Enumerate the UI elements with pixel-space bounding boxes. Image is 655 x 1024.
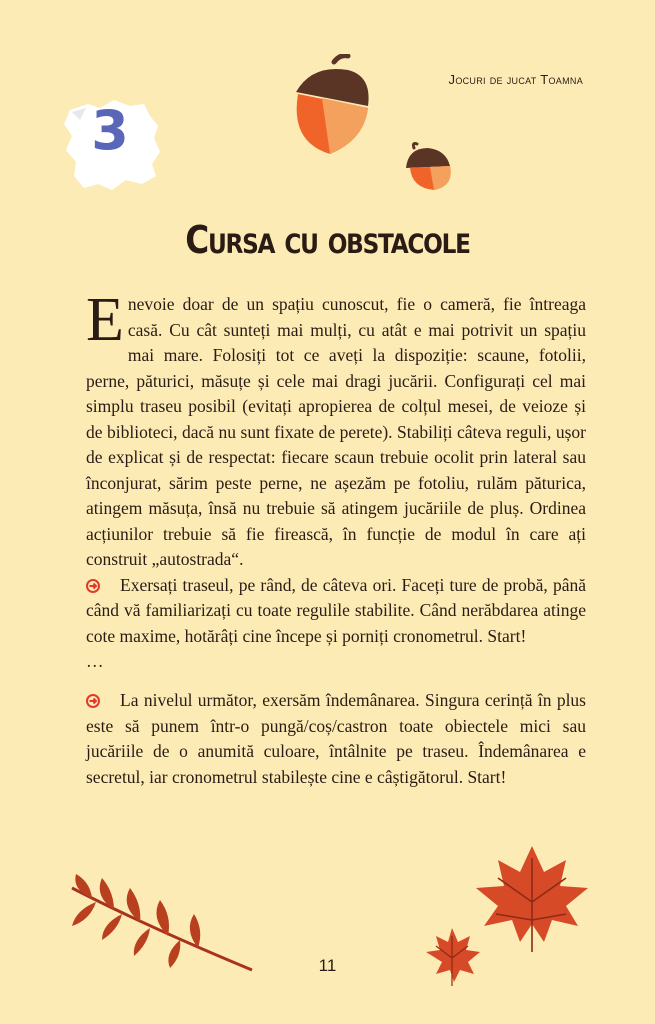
running-header: Jocuri de jucat Toamna: [448, 72, 583, 87]
acorn-icon: [282, 54, 374, 158]
ellipsis: …: [86, 651, 104, 671]
maple-leaf-icon: [474, 842, 590, 960]
intro-text: nevoie doar de un spațiu cunoscut, fie o cameră, fie întreaga casă. Cu cât sunteți mai mulți, cu atât e mai potrivit un spațiu mai mare. Folosiți tot ce aveți la dispoziție: scaune, fotolii, perne, păturici, măsuțe și cele mai dragi jucării. Configurați cel mai simplu traseu posibil (evitați apropierea de colțul mesei, de veioze și de biblioteci, dacă nu sunt fixate de perete). Stabiliți câteva reguli, ușor de explicat și de respectat: fiecare scaun trebuie ocolit prin lateral sau înconjurat, sărim peste perne, ne așezăm pe fotoliu, rulăm păturica, atingem măsuța, însă nu trebuie să atingem jucăriile de pluș. Ordinea acțiunilor trebuie să fie firească, în funcție de modul în care ați construit „autostrada“.: [86, 294, 586, 569]
page-number: 11: [318, 956, 337, 975]
article-body: [86, 286, 586, 790]
bullet-paragraph-1: [86, 573, 586, 650]
circled-arrow-icon: [86, 579, 100, 593]
bullet-paragraph-2: [86, 688, 586, 790]
page-title: Cursa cu obstacole: [185, 218, 470, 262]
intro-paragraph: [86, 286, 586, 573]
bullet-text-2: La nivelul următor, exersăm îndemânarea. Singura cerință în plus este să punem într-o pungă/coș/castron toate obiectele mici sau jucăriile de o anumită culoare, întâlnite pe traseu. Îndemânarea e secretul, iar cronometrul stabilește cine e câștigătorul. Start!: [86, 690, 586, 787]
chapter-number: 3: [91, 99, 129, 162]
chapter-badge: [60, 96, 164, 192]
drop-cap: E: [86, 286, 124, 354]
circled-arrow-icon: [86, 694, 100, 708]
acorn-icon: [404, 142, 456, 192]
bullet-text-1: Exersați traseul, pe rând, de câteva ori. Faceți ture de probă, până când vă familiarizați cu toate regulile stabilite. Când nerăbdarea atinge cote maxime, hotărâți cine începe și porniți cronometrul. Start!: [86, 574, 586, 646]
